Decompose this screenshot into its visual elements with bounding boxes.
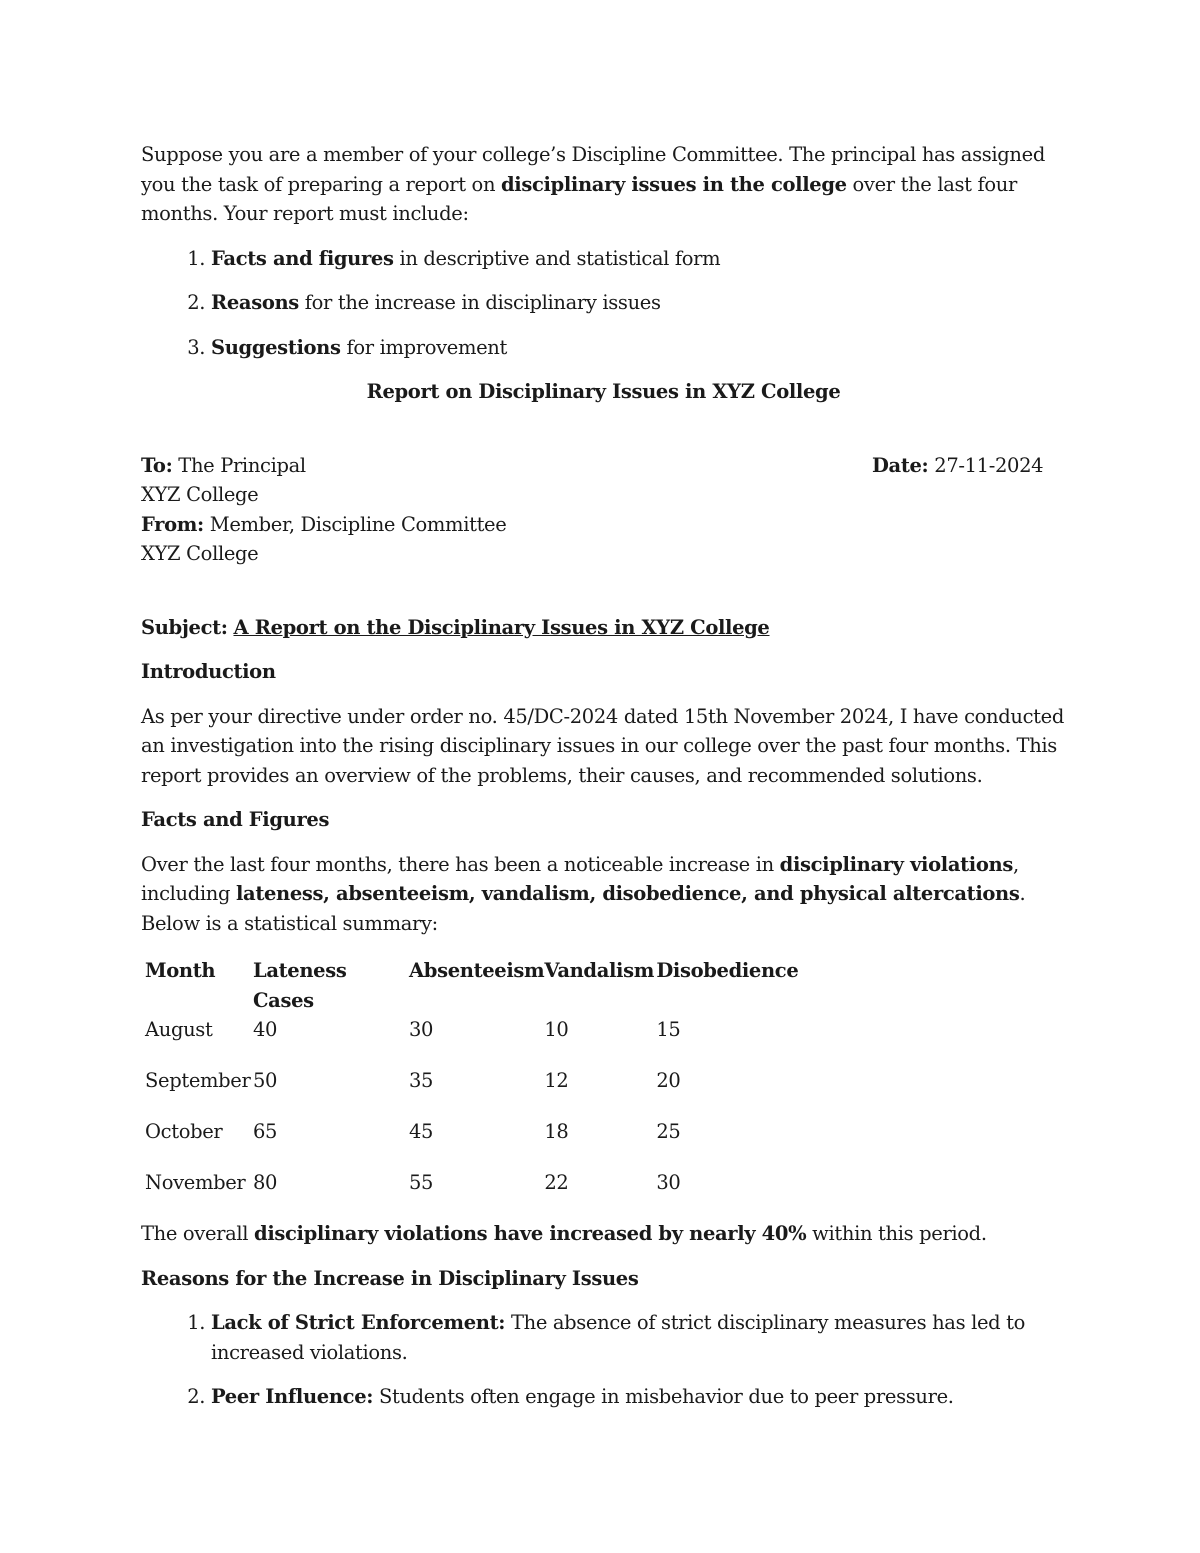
document-content <box>141 140 1066 1427</box>
introduction-text: As per your directive under order no. 45/DC-2024 dated 15th November 2024, I have conducted an investigation into the rising disciplinary issues in our college over the past four months. This report provides an overview of the problems, their causes, and recommended solutions. <box>141 704 1064 787</box>
to-value: The Principal <box>172 453 306 477</box>
date-line <box>872 451 1043 481</box>
reason-item <box>211 1382 1066 1412</box>
report-title: Report on Disciplinary Issues in XYZ College <box>366 380 841 403</box>
prompt-bold-text: disciplinary issues in the college <box>501 172 847 196</box>
reasons-heading: Reasons for the Increase in Disciplinary Issues <box>141 1266 639 1290</box>
requirement-bold: Reasons <box>211 291 299 314</box>
reason-text: The absence of strict disciplinary measures has led to increased violations. <box>211 1311 1026 1364</box>
requirement-text: for improvement <box>340 335 507 359</box>
header-month: Month <box>145 959 216 982</box>
table-cell: 55 <box>409 1171 434 1194</box>
table-cell: August <box>145 1018 213 1041</box>
table-cell: 30 <box>656 1171 681 1194</box>
report-header <box>141 451 1066 569</box>
date-label: Date: <box>872 453 929 477</box>
facts-bold-part: disciplinary violations <box>779 852 1013 876</box>
to-college: XYZ College <box>141 483 259 506</box>
overall-text: within this period. <box>806 1222 987 1245</box>
requirement-item <box>211 288 1066 318</box>
table-cell: 80 <box>253 1171 278 1194</box>
from-value: Member, Discipline Committee <box>203 512 507 536</box>
overall-summary <box>141 1219 1066 1249</box>
table-cell: 40 <box>253 1018 278 1041</box>
assignment-prompt <box>141 140 1066 229</box>
overall-text: The overall <box>141 1222 255 1245</box>
introduction-heading: Introduction <box>141 660 276 683</box>
reason-bold: Peer Influence: <box>211 1385 374 1408</box>
table-cell: 15 <box>656 1018 681 1041</box>
requirement-text: for the increase in disciplinary issues <box>298 291 661 314</box>
requirement-item <box>211 244 1066 274</box>
facts-text-part: . Below is a statistical summary: <box>141 882 1026 935</box>
table-cell: 30 <box>409 1018 434 1041</box>
subject-value: A Report on the Disciplinary Issues in XYZ College <box>233 615 770 639</box>
requirement-bold: Facts and figures <box>211 246 394 270</box>
table-cell: 22 <box>544 1171 569 1194</box>
facts-text-part: , including <box>141 852 1019 905</box>
reason-text: Students often engage in misbehavior due to peer pressure. <box>373 1385 954 1408</box>
requirement-item <box>211 333 1066 363</box>
requirements-list <box>141 244 1066 363</box>
prompt-text: over the last four months. Your report must include: <box>141 172 1017 225</box>
facts-bold-part: lateness, absenteeism, vandalism, disobedience, and physical altercations <box>235 882 1020 905</box>
table-cell: November <box>145 1171 246 1194</box>
reason-bold: Lack of Strict Enforcement: <box>211 1311 506 1334</box>
from-college: XYZ College <box>141 542 259 565</box>
table-cell: 65 <box>253 1120 278 1143</box>
from-line <box>141 510 1066 540</box>
table-row <box>145 1066 836 1117</box>
header-absenteeism: Absenteeism <box>409 959 545 982</box>
table-row <box>145 1168 836 1219</box>
reasons-list <box>141 1308 1066 1412</box>
overall-bold: disciplinary violations have increased by nearly 40% <box>254 1222 807 1245</box>
statistics-table <box>145 956 836 1219</box>
table-cell: 10 <box>544 1018 569 1041</box>
table-header-row <box>145 956 836 1015</box>
table-cell: 20 <box>656 1069 681 1092</box>
table-cell: 45 <box>409 1120 434 1143</box>
requirement-bold: Suggestions <box>211 335 341 359</box>
facts-heading: Facts and Figures <box>141 808 330 831</box>
reason-item <box>211 1308 1066 1367</box>
table-cell: 25 <box>656 1120 681 1143</box>
table-cell: 50 <box>253 1069 278 1092</box>
date-value: 27-11-2024 <box>928 453 1044 477</box>
to-label: To: <box>141 453 173 477</box>
facts-text <box>141 850 1066 939</box>
table-row <box>145 1015 836 1066</box>
prompt-text: Suppose you are a member of your college’s Discipline Committee. The principal has assigned you the task of preparing a report on <box>141 143 1045 196</box>
subject-line <box>141 613 1066 643</box>
requirement-text: in descriptive and statistical form <box>393 246 721 270</box>
header-disobedience: Disobedience <box>656 959 799 982</box>
table-row <box>145 1117 836 1168</box>
table-cell: October <box>145 1120 223 1143</box>
table-cell: September <box>145 1069 251 1092</box>
facts-text-part: Over the last four months, there has been a noticeable increase in <box>141 852 780 876</box>
subject-label: Subject: <box>141 615 228 639</box>
header-lateness: Lateness Cases <box>253 959 347 1012</box>
table-cell: 35 <box>409 1069 434 1092</box>
header-vandalism: Vandalism <box>544 959 655 982</box>
table-cell: 18 <box>544 1120 569 1143</box>
from-label: From: <box>141 512 204 536</box>
table-cell: 12 <box>544 1069 569 1092</box>
